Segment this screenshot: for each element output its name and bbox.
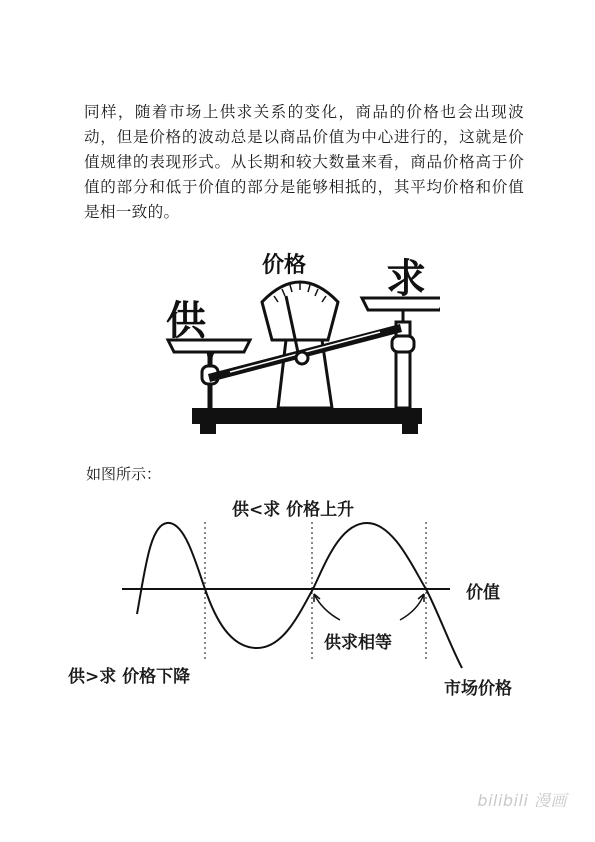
gauge-dial — [262, 282, 338, 340]
market-price-curve — [137, 523, 462, 668]
price-fall-label: 供>求 价格下降 — [68, 667, 191, 687]
body-paragraph: 同样，随着市场上供求关系的变化，商品的价格也会出现波动，但是价格的波动总是以商品价值为中心进行的，这就是价值规律的表现形式。从长期和较大数量来看，商品价格高于价值的部分和低于价值的部分是能够相抵的，其平均价格和价值是相一致的。 — [84, 103, 524, 221]
scale-foot-right — [402, 424, 418, 434]
scale-right-label: 求 — [386, 256, 426, 302]
value-label: 价值 — [466, 583, 500, 603]
scale-post-right-knob — [392, 336, 414, 352]
scale-left-label: 供 — [166, 298, 206, 344]
scale-base — [192, 408, 422, 424]
balance-scale-illustration — [150, 240, 440, 440]
supply-demand-balance-label: 供求相等 — [324, 633, 392, 653]
scale-foot-left — [200, 424, 216, 434]
scale-top-label: 价格 — [262, 253, 307, 278]
watermark-logo: bilibili 漫画 — [477, 791, 567, 810]
scale-pivot — [296, 352, 308, 364]
price-rise-label: 供<求 价格上升 — [232, 500, 355, 520]
market-price-label: 市场价格 — [444, 679, 512, 699]
figure-caption: 如图所示： — [86, 465, 162, 483]
